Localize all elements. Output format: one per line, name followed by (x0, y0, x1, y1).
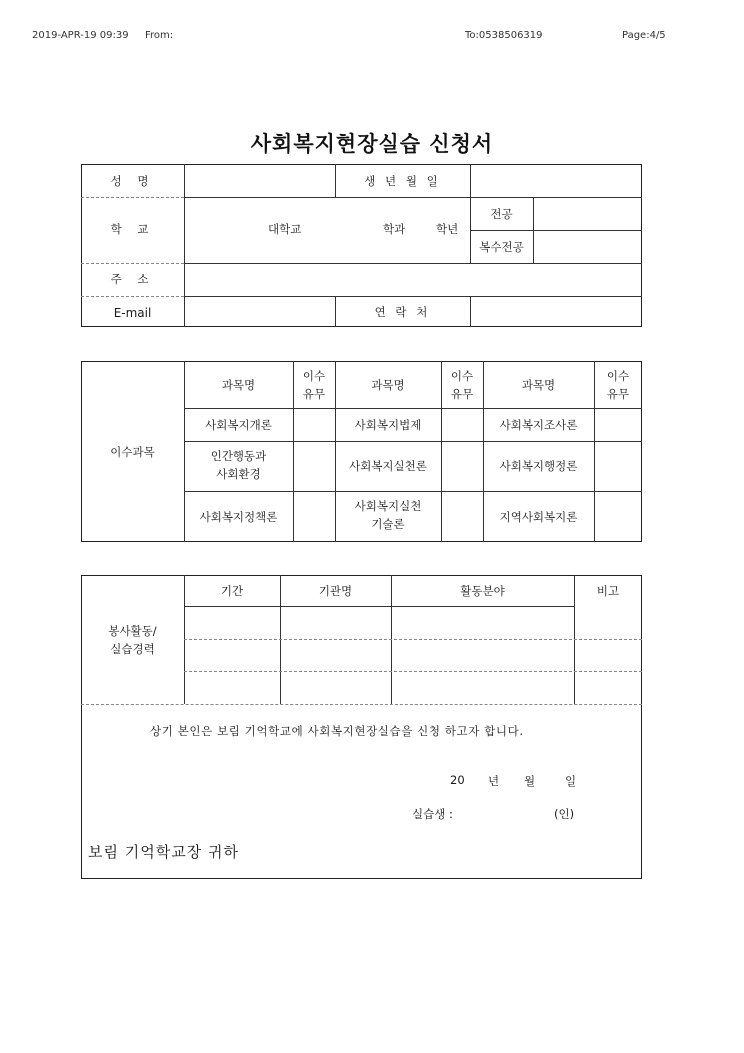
major-label: 전공 (490, 207, 513, 221)
grid-line (470, 230, 642, 231)
course-name: 사회복지조사론 (499, 418, 578, 432)
grid-line (470, 164, 471, 197)
completed-cell[interactable] (443, 410, 481, 439)
email-field[interactable] (186, 298, 333, 325)
completed-cell[interactable] (295, 443, 333, 489)
activities-section-label (81, 623, 184, 659)
completed-cell[interactable] (596, 410, 640, 439)
year-label: 학년 (436, 222, 459, 236)
address-label: 주 소 (110, 272, 155, 286)
completed-cell[interactable] (443, 493, 481, 540)
grid-line (184, 408, 642, 409)
grid-line (81, 263, 184, 264)
activity-entry-cell[interactable] (186, 673, 640, 702)
declaration-statement: 상기 본인은 보림 기억학교에 사회복지현장실습을 신청 하고자 합니다. (150, 724, 524, 738)
completed-cell[interactable] (295, 493, 333, 540)
grid-line (184, 164, 185, 327)
grid-line (184, 197, 642, 198)
contact-field[interactable] (472, 298, 640, 325)
completed-header-line: 유무 (450, 386, 474, 401)
grid-line (81, 296, 184, 297)
name-field[interactable] (186, 166, 333, 195)
completed-cell[interactable] (295, 410, 333, 439)
completed-header-line: 이수 (450, 369, 474, 383)
course-name (184, 448, 293, 484)
activities-label-line: 봉사활동/ (108, 624, 157, 638)
course-name-line: 사회환경 (216, 466, 261, 481)
grid-line (184, 639, 642, 640)
grid-line (81, 704, 642, 705)
completed-header (293, 368, 335, 404)
fax-from: From: (145, 30, 174, 41)
course-name: 사회복지정책론 (199, 510, 278, 524)
course-name: 사회복지법제 (354, 418, 422, 432)
grid-line (470, 296, 471, 327)
double-major-field[interactable] (535, 232, 640, 261)
course-name (335, 498, 441, 534)
course-name: 사회복지실천론 (349, 459, 427, 473)
course-name-line: 인간행동과 (210, 449, 267, 463)
completed-header-line: 유무 (606, 386, 630, 401)
activities-label-line: 실습경력 (110, 641, 155, 656)
address-field[interactable] (186, 265, 640, 294)
birth-date-field[interactable] (472, 166, 640, 195)
email-label: E-mail (113, 306, 152, 320)
course-name: 사회복지행정론 (499, 459, 578, 473)
grid-line (184, 671, 642, 672)
completed-header-line: 이수 (302, 369, 326, 383)
school-label: 학 교 (110, 222, 155, 236)
contact-label: 연 락 처 (374, 305, 431, 319)
grid-line (184, 441, 642, 442)
course-name: 사회복지개론 (205, 418, 272, 432)
completed-cell[interactable] (443, 443, 481, 489)
seal-label: (인) (554, 807, 575, 821)
course-name-header: 과목명 (221, 378, 256, 392)
addressee: 보림 기억학교장 귀하 (88, 843, 239, 861)
birth-date-label: 생 년 월 일 (364, 174, 441, 188)
course-name-line: 사회복지실천 (354, 499, 422, 513)
date-month-unit: 월 (524, 774, 536, 788)
completed-header (441, 368, 483, 404)
double-major-label: 복수전공 (479, 240, 524, 254)
grid-line (184, 491, 642, 492)
date-year-unit: 년 (488, 774, 500, 788)
fax-page: Page:4/5 (622, 30, 666, 41)
date-year-prefix: 20 (450, 773, 465, 787)
grid-line (184, 606, 574, 607)
completed-cell[interactable] (596, 493, 640, 540)
fax-to: To:0538506319 (465, 30, 543, 41)
grid-line (184, 263, 642, 264)
grid-line (81, 197, 184, 198)
course-name-header: 과목명 (371, 378, 405, 392)
activity-field-header: 활동분야 (460, 584, 505, 598)
period-header: 기간 (220, 584, 244, 598)
applicant-signature-label: 실습생 : (412, 807, 453, 821)
fax-datetime: 2019-APR-19 09:39 (32, 30, 129, 41)
signature-field[interactable] (470, 802, 550, 822)
activity-entry-cell[interactable] (186, 641, 640, 669)
remarks-header: 비고 (596, 584, 620, 598)
completed-header-line: 이수 (606, 369, 630, 383)
department-label: 학과 (383, 222, 406, 236)
date-day-unit: 일 (565, 774, 577, 788)
name-label: 성 명 (110, 174, 155, 188)
completed-header-line: 유무 (302, 386, 326, 401)
courses-section-label: 이수과목 (110, 445, 155, 459)
grid-line (184, 296, 642, 297)
activity-entry-cell[interactable] (186, 608, 640, 637)
university-label: 대학교 (268, 222, 302, 236)
course-name-header: 과목명 (521, 378, 556, 392)
completed-header (594, 368, 642, 404)
form-title: 사회복지현장실습 신청서 (250, 132, 494, 156)
institution-header: 기관명 (318, 584, 353, 598)
course-name-line: 기술론 (371, 516, 405, 531)
course-name: 지역사회복지론 (499, 510, 578, 524)
completed-cell[interactable] (596, 443, 640, 489)
major-field[interactable] (535, 199, 640, 228)
